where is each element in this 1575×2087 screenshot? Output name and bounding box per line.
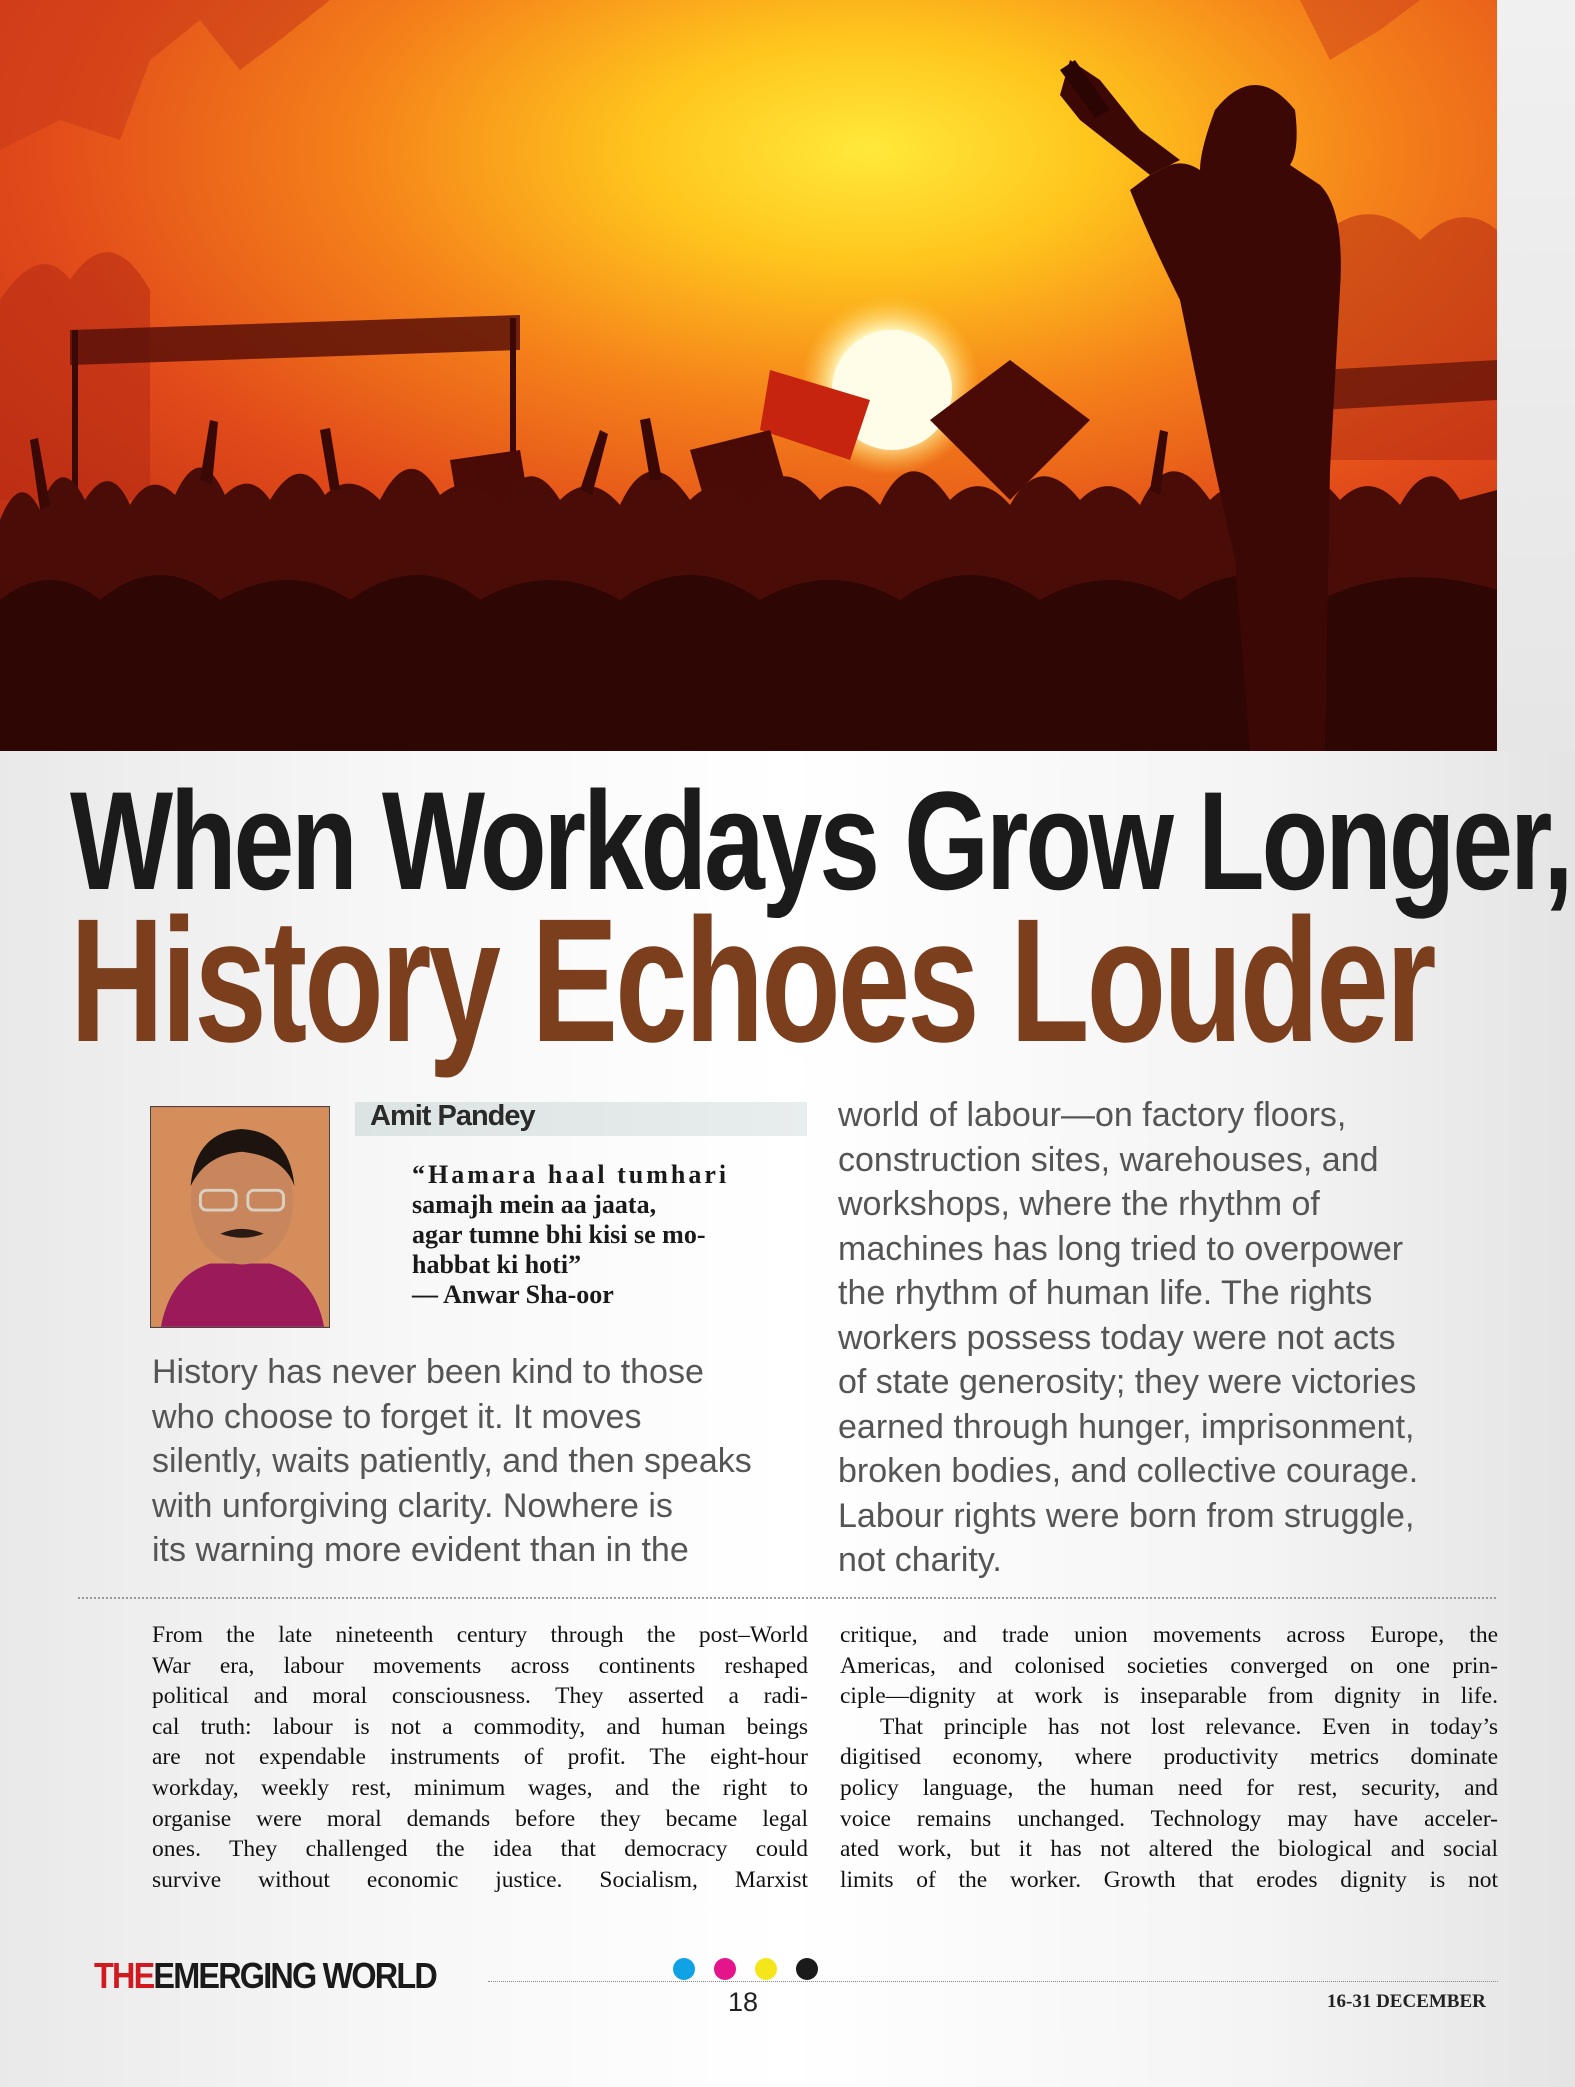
- body-line: policy language, the human need for rest, security, and: [840, 1774, 1498, 1801]
- registration-dot-black: [796, 1958, 818, 1980]
- lead-line: its warning more evident than in the: [152, 1531, 689, 1569]
- body-line: survive without economic justice. Socialism, Marxist: [152, 1866, 808, 1893]
- body-line: ciple—dignity at work is inseparable from dignity in life.: [840, 1683, 1498, 1710]
- body-line: From the late nineteenth century through the post–World: [152, 1622, 808, 1648]
- lead-line: earned through hunger, imprisonment,: [838, 1407, 1415, 1446]
- body-column-left: [152, 1620, 808, 1895]
- body-line: political and moral consciousness. They asserted a radi-: [152, 1683, 808, 1710]
- body-line: That principle has not lost relevance. Even in today’s: [880, 1713, 1498, 1740]
- lead-line: the rhythm of human life. The rights: [838, 1274, 1373, 1312]
- lead-line: Labour rights were born from struggle,: [838, 1496, 1415, 1535]
- lead-line: broken bodies, and collective courage.: [838, 1452, 1419, 1490]
- lead-line: who choose to forget it. It moves: [152, 1397, 642, 1436]
- body-line: critique, and trade union movements across Europe, the: [840, 1622, 1498, 1648]
- lead-line: workers possess today were not acts: [838, 1318, 1396, 1357]
- lead-line: world of labour—on factory floors,: [838, 1096, 1347, 1134]
- lead-line: with unforgiving clarity. Nowhere is: [152, 1486, 673, 1525]
- headline-line-1: When Workdays Grow Longer,: [70, 762, 1571, 919]
- body-line: voice remains unchanged. Technology may have acceler-: [840, 1805, 1498, 1832]
- issue-date: 16-31 DECEMBER: [1327, 1991, 1486, 2012]
- body-line: War era, labour movements across continents reshaped: [152, 1652, 808, 1679]
- page-number: 18: [728, 1987, 759, 2017]
- lead-line: not charity.: [838, 1541, 1002, 1579]
- lead-line: construction sites, warehouses, and: [838, 1140, 1379, 1179]
- body-line: digitised economy, where productivity metrics dominate: [840, 1744, 1498, 1771]
- body-line: ones. They challenged the idea that democracy could: [152, 1836, 808, 1863]
- lead-line: machines has long tried to overpower: [838, 1229, 1404, 1268]
- lead-line: workshops, where the rhythm of: [838, 1185, 1320, 1223]
- headline-line-2: History Echoes Louder: [70, 883, 1434, 1079]
- body-line: cal truth: labour is not a commodity, and human beings: [152, 1713, 808, 1740]
- body-line: Americas, and colonised societies converged on one prin-: [840, 1652, 1498, 1679]
- body-line: workday, weekly rest, minimum wages, and the right to: [152, 1774, 808, 1801]
- registration-dot-yellow: [755, 1958, 777, 1980]
- page-margin-strip: [1497, 0, 1575, 751]
- lead-line: silently, waits patiently, and then speaks: [152, 1442, 752, 1480]
- registration-dot-cyan: [673, 1958, 695, 1980]
- epigraph-line: samajh mein aa jaata,: [412, 1190, 657, 1219]
- epigraph-line: agar tumne bhi kisi se mo-: [412, 1220, 706, 1249]
- logo-prefix: THE: [94, 1955, 154, 1996]
- author-photo: [150, 1106, 330, 1328]
- hero-image: [0, 0, 1497, 751]
- lead-line: of state generosity; they were victories: [838, 1363, 1417, 1401]
- body-line: organise were moral demands before they became legal: [152, 1805, 808, 1832]
- epigraph-line: “Hamara haal tumhari: [412, 1160, 730, 1189]
- registration-dot-magenta: [714, 1958, 736, 1980]
- logo-name: EMERGING WORLD: [153, 1955, 436, 1996]
- lead-paragraph-left: [152, 1350, 802, 1573]
- publication-logo: [94, 1955, 436, 1997]
- body-line: limits of the worker. Growth that erodes dignity is not: [840, 1866, 1498, 1893]
- body-column-right: [840, 1620, 1498, 1895]
- footer-rule: [488, 1981, 1498, 1982]
- lead-line: History has never been kind to those: [152, 1353, 704, 1391]
- author-name: Amit Pandey: [370, 1100, 535, 1132]
- epigraph-attribution: — Anwar Sha-oor: [412, 1280, 614, 1309]
- epigraph-line: habbat ki hoti”: [412, 1250, 582, 1279]
- section-divider: [78, 1597, 1496, 1599]
- body-line: are not expendable instruments of profit. The eight-hour: [152, 1744, 808, 1771]
- body-line: ated work, but it has not altered the biological and social: [840, 1836, 1498, 1863]
- epigraph: [412, 1160, 742, 1310]
- lead-paragraph-right: [838, 1093, 1508, 1583]
